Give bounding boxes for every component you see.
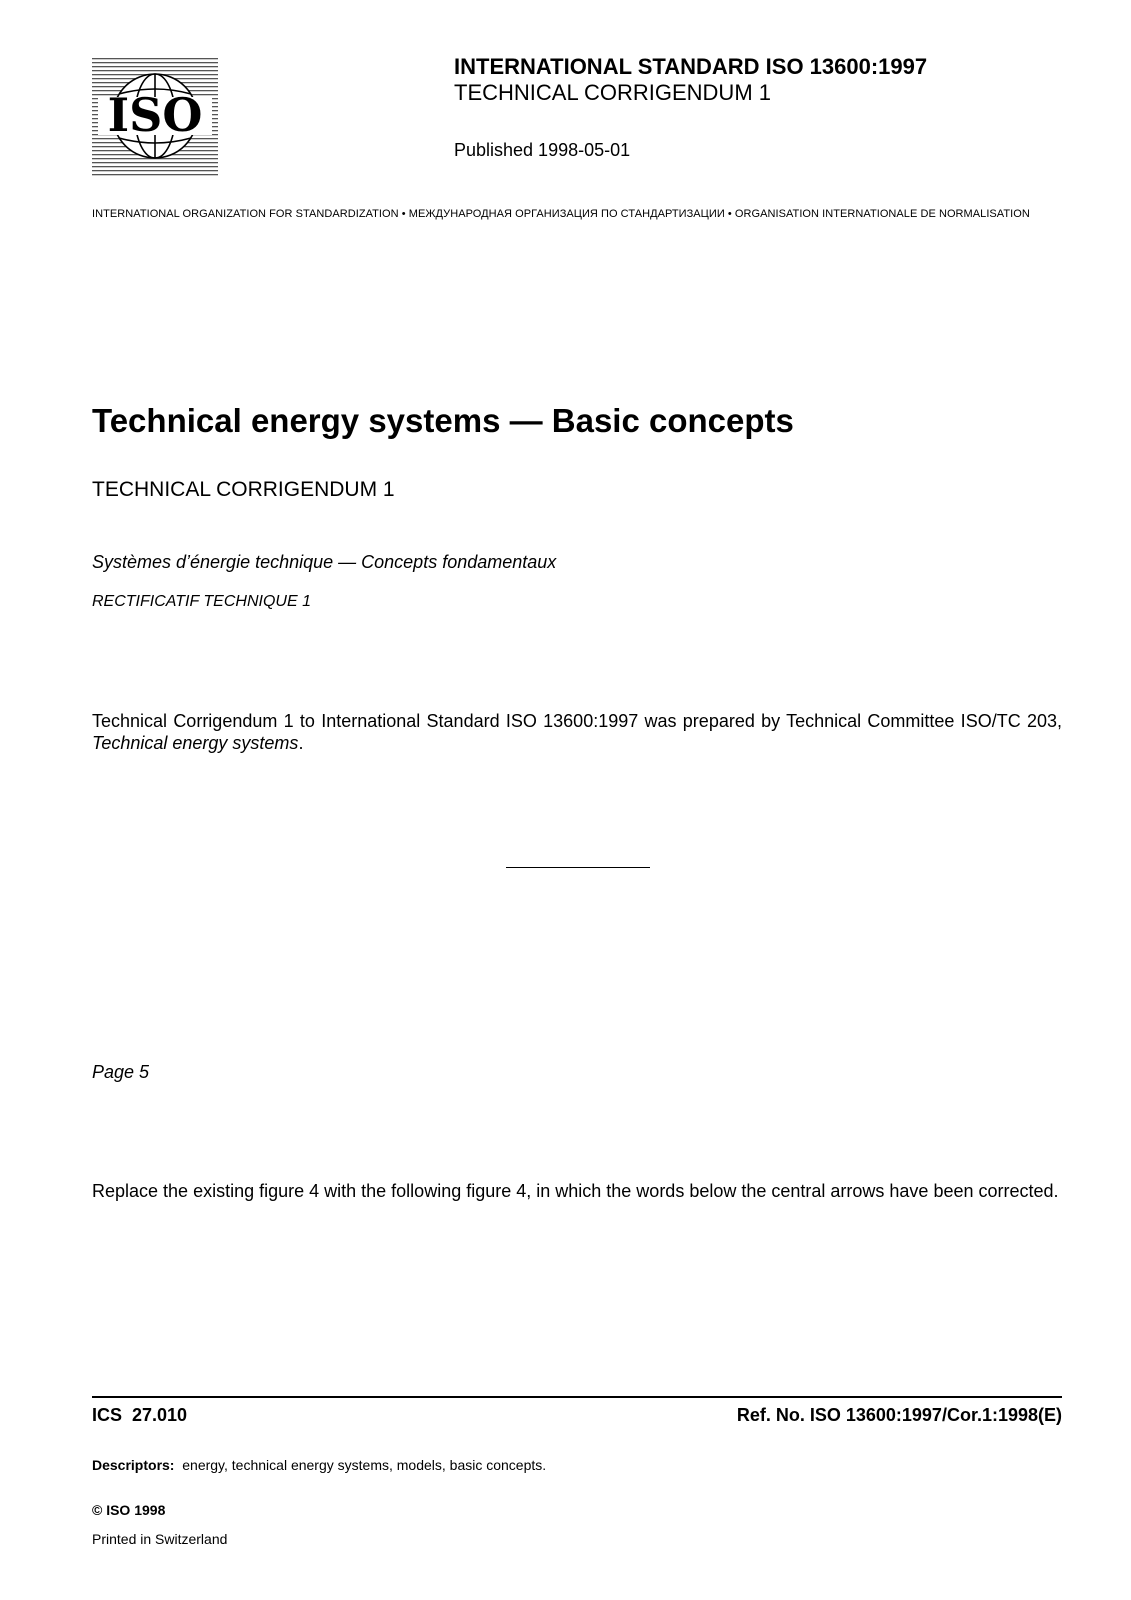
copyright: © ISO 1998: [92, 1502, 166, 1518]
organization-line: INTERNATIONAL ORGANIZATION FOR STANDARDIZATION • МЕЖДУНАРОДНАЯ ОРГАНИЗАЦИЯ ПО СТАНДАРТИЗАЦИИ • ORGANISATION INTERNATIONALE DE NORMALISATION: [92, 208, 1030, 220]
ics-label: ICS: [92, 1405, 123, 1425]
reference-number: Ref. No. ISO 13600:1997/Cor.1:1998(E): [736, 1405, 1062, 1425]
corrigendum-subtitle: TECHNICAL CORRIGENDUM 1: [92, 478, 395, 501]
committee-name: Technical energy systems: [92, 733, 299, 753]
ics-code: 27.010: [132, 1405, 188, 1425]
descriptors-list: energy, technical energy systems, models, basic concepts.: [182, 1457, 547, 1473]
intro-end: .: [298, 733, 304, 753]
instruction-paragraph: Replace the existing figure 4 with the following figure 4, in which the words below the central arrows have been corrected.: [92, 1181, 1059, 1201]
logo-text: ISO: [107, 88, 203, 142]
section-divider: [506, 867, 650, 868]
footer-rule: [92, 1396, 1062, 1398]
descriptors: [92, 1457, 546, 1473]
iso-logo: [92, 56, 218, 176]
corrigendum-header: TECHNICAL CORRIGENDUM 1: [454, 80, 771, 105]
ics-classification: [92, 1405, 187, 1426]
printed-location: Printed in Switzerland: [92, 1531, 228, 1547]
descriptors-label: Descriptors:: [92, 1457, 175, 1473]
french-corrigendum: RECTIFICATIF TECHNIQUE 1: [92, 593, 311, 610]
standard-title: INTERNATIONAL STANDARD ISO 13600:1997: [454, 54, 928, 79]
document-title: Technical energy systems — Basic concepts: [92, 402, 794, 439]
french-title: Systèmes d’énergie technique — Concepts fondamentaux: [92, 552, 557, 572]
intro-text: Technical Corrigendum 1 to International Standard ISO 13600:1997 was prepared by Technical Committee ISO/TC 203,: [92, 711, 1062, 731]
published-date: Published 1998-05-01: [454, 140, 631, 160]
intro-paragraph: [92, 710, 1062, 754]
page-reference: Page 5: [92, 1062, 150, 1082]
